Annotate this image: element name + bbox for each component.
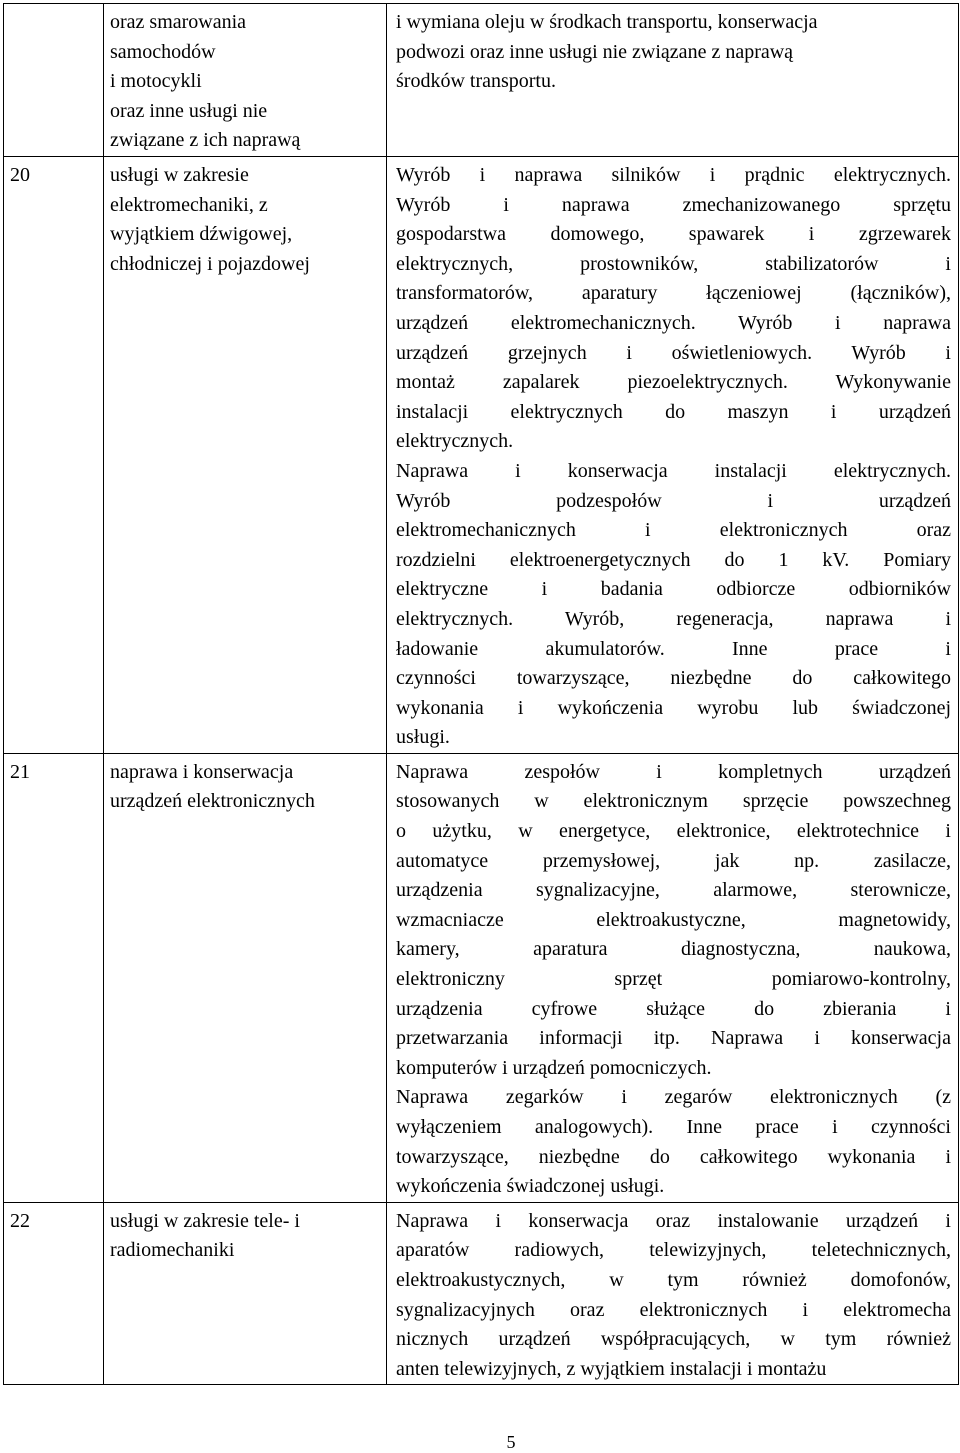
description-line: elektroakustycznych, w tym również domofonów, xyxy=(396,1268,951,1291)
description-paragraph xyxy=(396,8,951,97)
description-line: elektrycznych, prostowników, stabilizatorów i xyxy=(396,252,951,275)
services-table-body xyxy=(4,4,959,1385)
description-line: usługi. xyxy=(396,726,450,749)
description-line: Wyrób i naprawa zmechanizowanego sprzętu xyxy=(396,193,951,216)
service-description-cell xyxy=(387,1202,959,1385)
description-line: komputerów i urządzeń pomocniczych. xyxy=(396,1056,712,1079)
description-line: elektroniczny sprzęt pomiarowo-kontrolny, xyxy=(396,968,951,991)
description-line: stosowanych w elektronicznym sprzęcie powszechneg xyxy=(396,790,951,813)
description-line: wykonania i wykończenia wyrobu lub świadczonej xyxy=(396,696,951,719)
table-row xyxy=(4,753,959,1202)
service-description-cell xyxy=(387,4,959,157)
description-line: podwozi oraz inne usługi nie związane z naprawą xyxy=(396,40,794,63)
row-number: 20 xyxy=(10,164,30,186)
service-name-line: i motocykli xyxy=(110,70,202,93)
description-line: urządzeń elektromechanicznych. Wyrób i naprawa xyxy=(396,311,951,334)
service-name-line: usługi w zakresie tele- i xyxy=(110,1209,300,1232)
service-name-line: oraz inne usługi nie xyxy=(110,99,268,122)
description-line: instalacji elektrycznych do maszyn i urządzeń xyxy=(396,400,951,423)
description-line: towarzyszące, niezbędne do całkowitego wykonania i xyxy=(396,1145,951,1168)
row-number: 22 xyxy=(10,1209,30,1232)
description-paragraph xyxy=(396,1083,951,1201)
service-name-line: wyjątkiem dźwigowej, xyxy=(110,223,293,246)
description-line: automatyce przemysłowej, jak np. zasilacze, xyxy=(396,849,951,872)
table-row xyxy=(4,157,959,754)
row-number-cell xyxy=(4,1202,104,1385)
description-line: elektromechanicznych i elektronicznych oraz xyxy=(396,519,951,542)
description-line: Naprawa zegarków i zegarów elektronicznych (z xyxy=(396,1086,951,1109)
description-line: elektrycznych. Wyrób, regeneracja, naprawa i xyxy=(396,607,951,630)
description-line: Naprawa i konserwacja oraz instalowanie urządzeń i xyxy=(396,1209,951,1232)
description-line: transformatorów, aparatury łączeniowej (łączników), xyxy=(396,282,951,305)
service-name-cell xyxy=(104,157,387,754)
service-name-line: elektromechaniki, z xyxy=(110,193,268,216)
service-name-line: chłodniczej i pojazdowej xyxy=(110,252,310,275)
service-name-cell xyxy=(104,1202,387,1385)
description-line: anten telewizyjnych, z wyjątkiem instalacji i montażu xyxy=(396,1357,827,1380)
row-number-cell xyxy=(4,753,104,1202)
table-row xyxy=(4,4,959,157)
description-line: rozdzielni elektroenergetycznych do 1 kV. Pomiary xyxy=(396,548,951,571)
description-line: aparatów radiowych, telewizyjnych, teletechnicznych, xyxy=(396,1239,951,1262)
description-paragraph xyxy=(396,1207,951,1385)
description-line: elektrycznych. xyxy=(396,430,514,453)
description-line: montaż zapalarek piezoelektrycznych. Wykonywanie xyxy=(396,371,951,394)
description-line: ładowanie akumulatorów. Inne prace i xyxy=(396,637,951,660)
description-paragraph xyxy=(396,161,951,457)
page-number: 5 xyxy=(506,1432,516,1452)
service-name-cell xyxy=(104,4,387,157)
description-line: środków transportu. xyxy=(396,70,556,93)
service-name-line: naprawa i konserwacja xyxy=(110,760,294,783)
description-line: Naprawa i konserwacja instalacji elektrycznych. xyxy=(396,459,951,482)
service-name-line: związane z ich naprawą xyxy=(110,129,301,152)
description-line: urządzeń grzejnych i oświetleniowych. Wyrób i xyxy=(396,341,951,364)
table-row xyxy=(4,1202,959,1385)
service-description-cell xyxy=(387,157,959,754)
service-name-line: samochodów xyxy=(110,40,216,63)
description-line: Wyrób i naprawa silników i prądnic elektrycznych. xyxy=(396,164,951,186)
description-line: i wymiana oleju w środkach transportu, konserwacja xyxy=(396,11,818,33)
services-table xyxy=(3,3,959,1385)
description-line: nicznych urządzeń współpracujących, w tym również xyxy=(396,1328,951,1351)
description-line: wzmacniacze elektroakustyczne, magnetowidy, xyxy=(396,908,951,931)
service-name-cell xyxy=(104,753,387,1202)
description-line: wyłączeniem analogowych). Inne prace i czynności xyxy=(396,1116,951,1138)
description-line: urządzenia sygnalizacyjne, alarmowe, sterownicze, xyxy=(396,879,951,902)
description-line: Wyrób podzespołów i urządzeń xyxy=(396,489,951,512)
service-name-line: oraz smarowania xyxy=(110,11,247,33)
description-line: kamery, aparatura diagnostyczna, naukowa, xyxy=(396,938,951,961)
row-number: 21 xyxy=(10,760,30,783)
description-line: przetwarzania informacji itp. Naprawa i konserwacja xyxy=(396,1027,951,1050)
service-name-line: urządzeń elektronicznych xyxy=(110,790,315,813)
service-name-line: usługi w zakresie xyxy=(110,164,249,186)
description-paragraph xyxy=(396,457,951,753)
service-description-cell xyxy=(387,753,959,1202)
service-name-line: radiomechaniki xyxy=(110,1239,235,1262)
description-line: urządzenia cyfrowe służące do zbierania i xyxy=(396,997,951,1020)
description-line: o użytku, w energetyce, elektronice, elektrotechnice i xyxy=(396,820,951,843)
row-number-cell xyxy=(4,157,104,754)
description-paragraph xyxy=(396,758,951,1084)
description-line: sygnalizacyjnych oraz elektronicznych i elektromecha xyxy=(396,1298,951,1321)
description-line: gospodarstwa domowego, spawarek i zgrzewarek xyxy=(396,223,951,246)
row-number-cell xyxy=(4,4,104,157)
description-line: Naprawa zespołów i kompletnych urządzeń xyxy=(396,760,951,783)
description-line: elektryczne i badania odbiorcze odbiorników xyxy=(396,578,951,601)
description-line: czynności towarzyszące, niezbędne do całkowitego xyxy=(396,667,951,690)
description-line: wykończenia świadczonej usługi. xyxy=(396,1175,665,1198)
